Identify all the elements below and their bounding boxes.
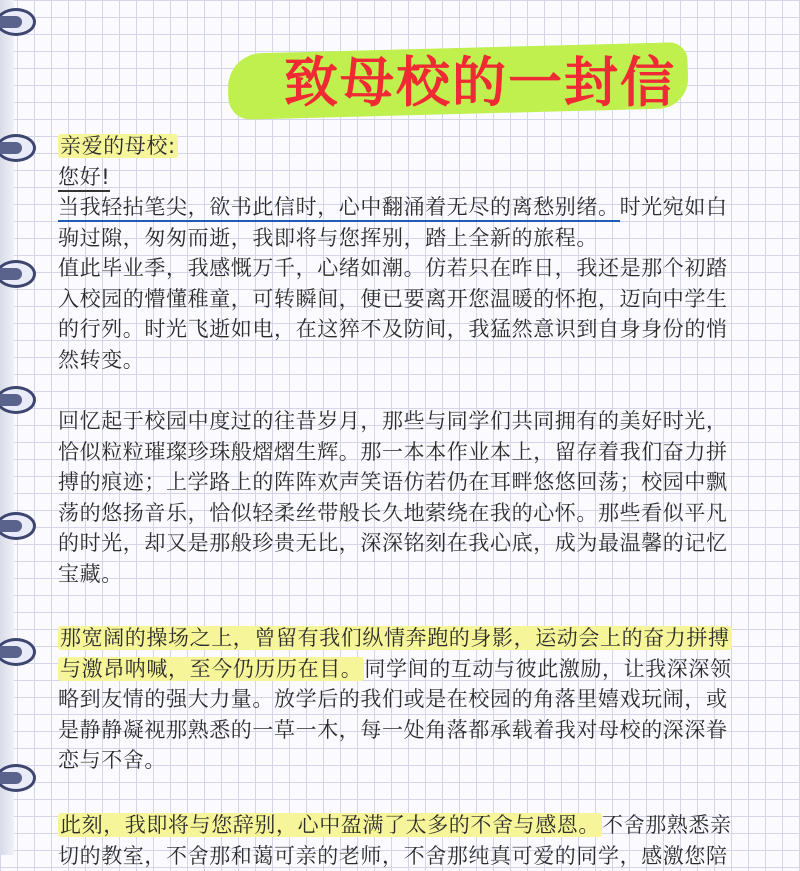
para1-line: 然转变。 bbox=[58, 345, 778, 376]
para3-highlight-2: 与激昂呐喊，至今仍历历在目。 bbox=[58, 657, 364, 681]
notebook-spine bbox=[0, 0, 14, 855]
paragraph-2 bbox=[58, 406, 778, 589]
para1-line: 的行列。时光飞逝如电，在这猝不及防间，我猛然意识到自身身份的悄 bbox=[58, 314, 778, 345]
intro-rest: 时光宛如白 bbox=[620, 195, 728, 219]
binder-ring bbox=[0, 130, 40, 166]
para3-highlight-1: 那宽阔的操场之上，曾留有我们纵情奔跑的身影，运动会上的奋力拼搏 bbox=[58, 626, 732, 650]
para2-line: 荡的悠扬音乐，恰似轻柔丝带般长久地萦绕在我的心怀。那些看似平凡 bbox=[58, 498, 778, 529]
binder-ring bbox=[0, 256, 40, 292]
paragraph-4 bbox=[58, 810, 778, 871]
letter-body bbox=[58, 131, 778, 375]
greeting: 亲爱的母校: bbox=[58, 134, 178, 158]
para2-line: 搏的痕迹；上学路上的阵阵欢声笑语仿若仍在耳畔悠悠回荡；校园中飘 bbox=[58, 467, 778, 498]
para4-line-2: 切的教室，不舍那和蔼可亲的老师，不舍那纯真可爱的同学，感激您陪 bbox=[58, 841, 778, 871]
intro-highlight: 当我轻拈笔尖，欲书此信时，心中翻涌着无尽的离愁别绪。 bbox=[58, 195, 620, 222]
intro-line-2: 驹过隙，匆匆而逝，我即将与您挥别，踏上全新的旅程。 bbox=[58, 223, 778, 254]
para2-line: 的时光，却又是那般珍贵无比，深深铭刻在我心底，成为最温馨的记忆 bbox=[58, 528, 778, 559]
binder-ring bbox=[0, 634, 40, 670]
para1-line: 值此毕业季，我感慨万千，心绪如潮。仿若只在昨日，我还是那个初踏 bbox=[58, 253, 778, 284]
para2-line: 回忆起于校园中度过的往昔岁月，那些与同学们共同拥有的美好时光， bbox=[58, 406, 778, 437]
para1-line: 入校园的懵懂稚童，可转瞬间，便已要离开您温暖的怀抱，迈向中学生 bbox=[58, 284, 778, 315]
para3-line2-rest: 同学间的互动与彼此激励，让我深深领 bbox=[364, 657, 731, 681]
para4-rest: 不舍那熟悉亲 bbox=[602, 813, 732, 837]
paragraph-3 bbox=[58, 623, 778, 776]
para2-line: 恰似粒粒璀璨珍珠般熠熠生辉。那一本本作业本上，留存着我们奋力拼 bbox=[58, 437, 778, 468]
hello-line: 您好! bbox=[58, 165, 110, 192]
para3-line: 恋与不舍。 bbox=[58, 745, 778, 776]
binder-ring bbox=[0, 382, 40, 418]
binder-ring bbox=[0, 508, 40, 544]
para3-line: 是静静凝视那熟悉的一草一木，每一处角落都承载着我对母校的深深眷 bbox=[58, 715, 778, 746]
binder-ring bbox=[0, 4, 40, 40]
binder-ring bbox=[0, 760, 40, 796]
page-title: 致母校的一封信 bbox=[284, 50, 676, 116]
para3-line: 略到友情的强大力量。放学后的我们或是在校园的角落里嬉戏玩闹，或 bbox=[58, 684, 778, 715]
title-block bbox=[228, 42, 688, 124]
para2-line: 宝藏。 bbox=[58, 559, 778, 590]
para4-highlight: 此刻，我即将与您辞别，心中盈满了太多的不舍与感恩。 bbox=[58, 813, 602, 837]
